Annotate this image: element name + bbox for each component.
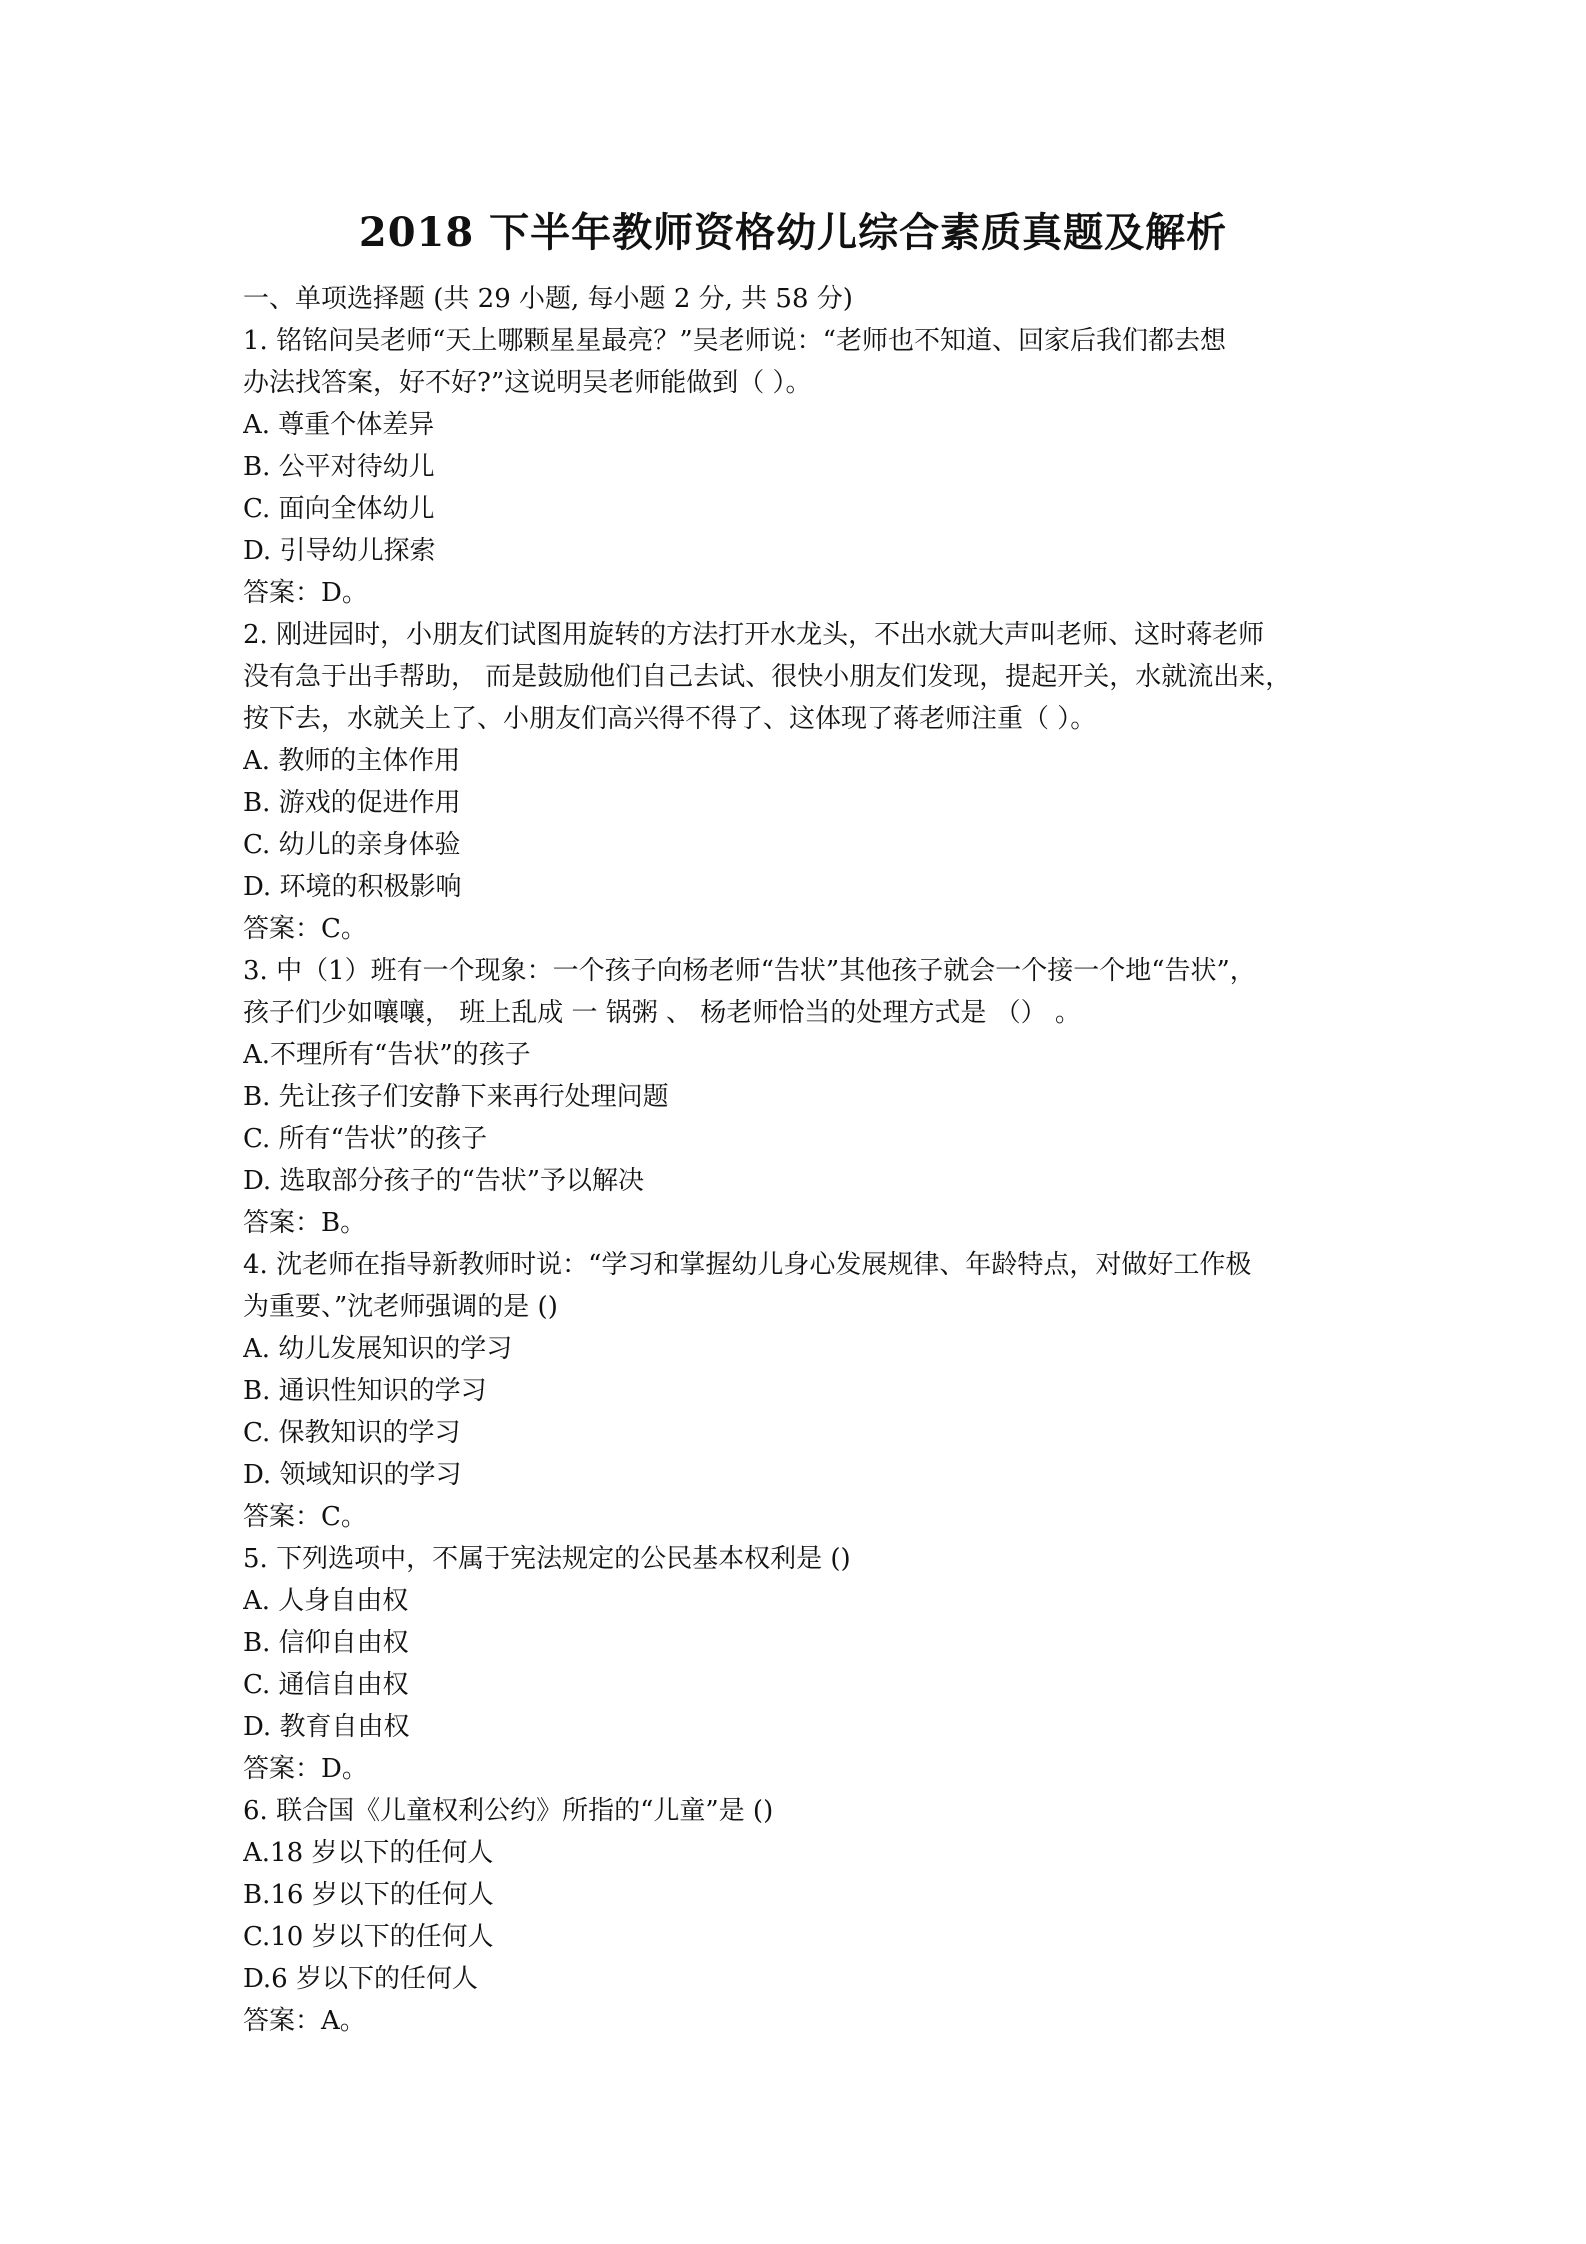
answer-line: 答案：C。 <box>243 914 367 944</box>
question-5 <box>243 1538 1353 1790</box>
option-c: C. 所有“告状”的孩子 <box>243 1124 488 1154</box>
option-b: B.16 岁以下的任何人 <box>243 1880 494 1910</box>
question-stem-line: 5. 下列选项中，不属于宪法规定的公民基本权利是 () <box>243 1544 851 1574</box>
option-a: A.18 岁以下的任何人 <box>243 1838 494 1868</box>
option-b: B. 先让孩子们安静下来再行处理问题 <box>243 1082 669 1112</box>
question-6 <box>243 1790 1353 2042</box>
option-a: A. 教师的主体作用 <box>243 746 461 776</box>
option-c: C. 通信自由权 <box>243 1670 409 1700</box>
answer-line: 答案：A。 <box>243 2006 366 2036</box>
section-heading: 一、单项选择题 (共 29 小题, 每小题 2 分, 共 58 分) <box>243 284 853 314</box>
question-3 <box>243 950 1353 1244</box>
answer-line: 答案：C。 <box>243 1502 367 1532</box>
answer-line: 答案：D。 <box>243 1754 368 1784</box>
option-a: A. 人身自由权 <box>243 1586 409 1616</box>
option-b: B. 游戏的促进作用 <box>243 788 461 818</box>
option-b: B. 信仰自由权 <box>243 1628 409 1658</box>
question-stem-line: 4. 沈老师在指导新教师时说：“学习和掌握幼儿身心发展规律、年龄特点，对做好工作极 <box>243 1250 1252 1280</box>
option-d: D.6 岁以下的任何人 <box>243 1964 478 1994</box>
option-b: B. 通识性知识的学习 <box>243 1376 487 1406</box>
option-c: C. 面向全体幼儿 <box>243 494 435 524</box>
question-stem-line: 没有急于出手帮助， 而是鼓励他们自己去试、很快小朋友们发现，提起开关，水就流出来， <box>243 662 1292 692</box>
question-1 <box>243 320 1353 614</box>
question-2 <box>243 614 1353 950</box>
document-title: 2018 下半年教师资格幼儿综合素质真题及解析 <box>358 209 1228 256</box>
option-a: A. 幼儿发展知识的学习 <box>243 1334 513 1364</box>
option-c: C. 保教知识的学习 <box>243 1418 461 1448</box>
option-d: D. 选取部分孩子的“告状”予以解决 <box>243 1166 645 1196</box>
option-a: A. 尊重个体差异 <box>243 410 435 440</box>
question-stem-line: 按下去，水就关上了、小朋友们高兴得不得了、这体现了蒋老师注重（ ）。 <box>243 704 1097 734</box>
answer-line: 答案：D。 <box>243 578 368 608</box>
option-d: D. 引导幼儿探索 <box>243 536 436 566</box>
question-stem-line: 办法找答案，好不好?”这说明吴老师能做到（ ）。 <box>243 368 812 398</box>
option-d: D. 教育自由权 <box>243 1712 410 1742</box>
document-content <box>243 278 1353 2042</box>
question-stem-line: 6. 联合国《儿童权利公约》所指的“儿童”是 () <box>243 1796 774 1826</box>
option-a: A.不理所有“告状”的孩子 <box>243 1040 531 1070</box>
option-d: D. 领域知识的学习 <box>243 1460 462 1490</box>
option-c: C.10 岁以下的任何人 <box>243 1922 494 1952</box>
option-c: C. 幼儿的亲身体验 <box>243 830 461 860</box>
option-d: D. 环境的积极影响 <box>243 872 462 902</box>
question-stem-line: 3. 中（1）班有一个现象：一个孩子向杨老师“告状”其他孩子就会一个接一个地“告状”， <box>243 956 1256 986</box>
option-b: B. 公平对待幼儿 <box>243 452 435 482</box>
answer-line: 答案：B。 <box>243 1208 367 1238</box>
question-stem-line: 2. 刚进园时，小朋友们试图用旋转的方法打开水龙头，不出水就大声叫老师、这时蒋老师 <box>243 620 1265 650</box>
question-stem-line: 孩子们少如嚷嚷， 班上乱成 一 锅粥 、 杨老师恰当的处理方式是 （） 。 <box>243 998 1081 1028</box>
question-stem-line: 为重要、”沈老师强调的是 () <box>243 1292 558 1322</box>
question-stem-line: 1. 铭铭问吴老师“天上哪颗星星最亮？”吴老师说：“老师也不知道、回家后我们都去想 <box>243 326 1226 356</box>
question-4 <box>243 1244 1353 1538</box>
